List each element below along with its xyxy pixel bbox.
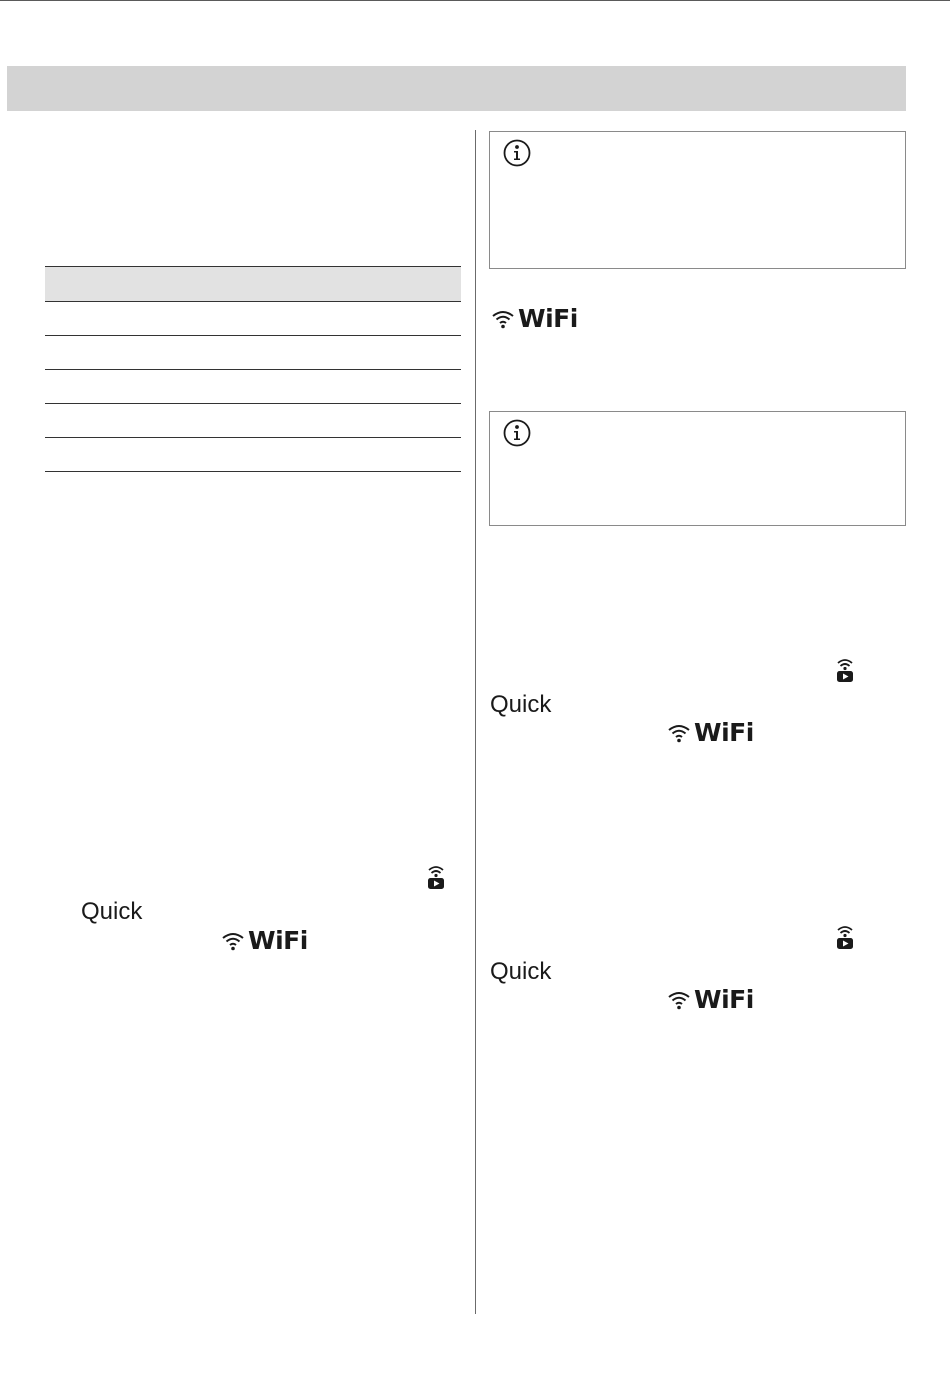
info-note-box bbox=[489, 411, 906, 526]
wifi-wordmark: WiFi bbox=[518, 304, 578, 333]
table-row bbox=[45, 404, 461, 438]
quick-label: Quick bbox=[490, 691, 552, 718]
table-header-row bbox=[45, 266, 461, 302]
spec-table bbox=[45, 266, 461, 472]
wifi-icon bbox=[222, 931, 244, 951]
info-note-box bbox=[489, 131, 906, 269]
wifi-wordmark: WiFi bbox=[248, 926, 308, 955]
quick-label: Quick bbox=[81, 898, 143, 925]
quick-connect-icon bbox=[426, 864, 446, 890]
table-row bbox=[45, 302, 461, 336]
wifi-logo bbox=[222, 928, 308, 953]
info-icon bbox=[503, 419, 531, 447]
wifi-logo bbox=[668, 720, 754, 745]
wifi-icon bbox=[492, 309, 514, 329]
info-icon bbox=[503, 139, 531, 167]
section-header-band bbox=[7, 66, 906, 111]
table-row bbox=[45, 336, 461, 370]
table-row bbox=[45, 438, 461, 472]
quick-connect-icon bbox=[835, 924, 855, 950]
wifi-icon bbox=[668, 990, 690, 1010]
table-row bbox=[45, 370, 461, 404]
wifi-icon bbox=[668, 723, 690, 743]
quick-connect-icon bbox=[835, 657, 855, 683]
top-rule bbox=[0, 0, 950, 1]
wifi-wordmark: WiFi bbox=[694, 985, 754, 1014]
wifi-wordmark: WiFi bbox=[694, 718, 754, 747]
column-divider bbox=[475, 130, 476, 1314]
quick-label: Quick bbox=[490, 958, 552, 985]
wifi-logo bbox=[668, 987, 754, 1012]
wifi-heading-logo bbox=[492, 306, 578, 331]
